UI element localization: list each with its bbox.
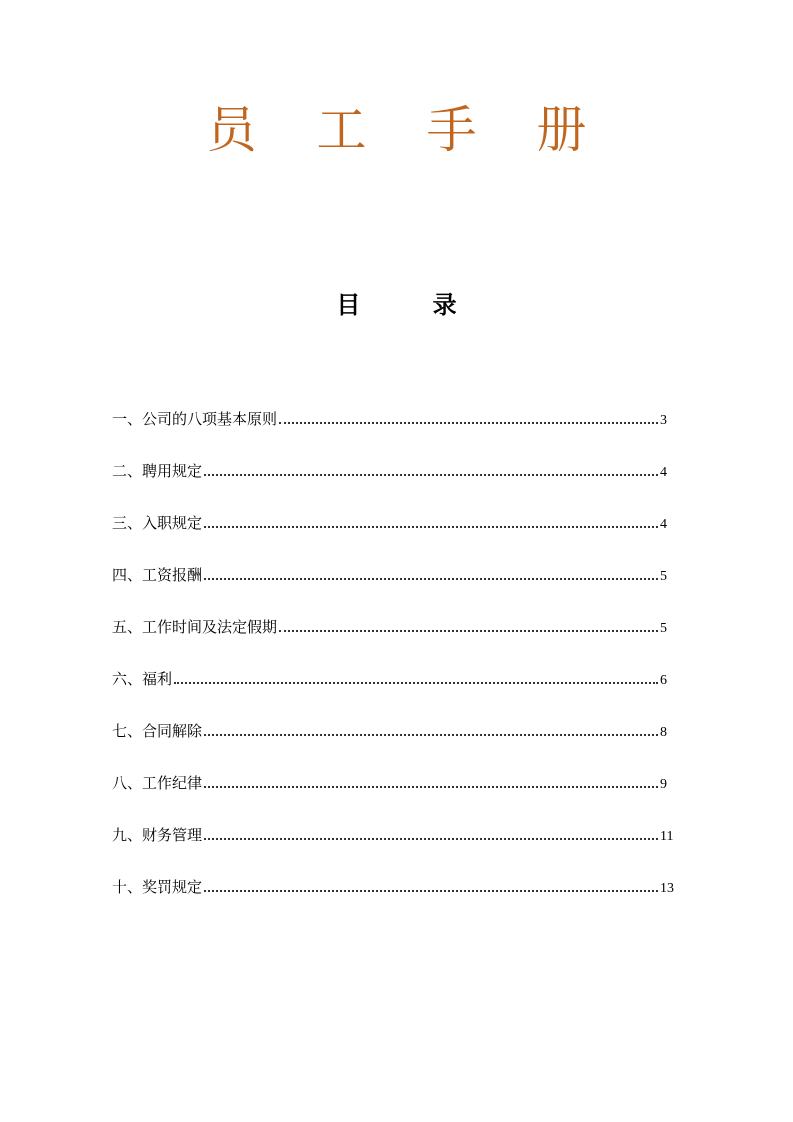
toc-entry-page: 5 — [660, 569, 667, 584]
toc-dot-leader — [204, 474, 658, 476]
toc-entry-page: 8 — [660, 725, 667, 740]
toc-entry-page: 6 — [660, 673, 667, 688]
toc-dot-leader — [204, 734, 658, 736]
toc-entry-label: 一、公司的八项基本原则 — [112, 410, 278, 428]
toc-entry[interactable] — [112, 876, 674, 928]
toc-dot-leader — [204, 578, 658, 580]
toc-entry-page: 11 — [660, 829, 674, 844]
toc-dot-leader — [279, 630, 658, 632]
toc-entry-page: 5 — [660, 621, 667, 636]
toc-entry[interactable] — [112, 408, 674, 460]
toc-entry-label: 六、福利 — [112, 670, 173, 688]
toc-heading: 目 录 — [336, 291, 489, 319]
toc-entry-label: 三、入职规定 — [112, 514, 203, 532]
toc-entry[interactable] — [112, 460, 674, 512]
toc-entry-page: 13 — [660, 881, 674, 896]
toc-entry-label: 五、工作时间及法定假期 — [112, 618, 278, 636]
toc-dot-leader — [279, 422, 658, 424]
toc-entry-label: 二、聘用规定 — [112, 462, 203, 480]
toc-entry[interactable] — [112, 824, 674, 876]
document-title: 员 工 手 册 — [206, 101, 609, 159]
toc-entry[interactable] — [112, 512, 674, 564]
toc-dot-leader — [204, 786, 658, 788]
toc-entry[interactable] — [112, 564, 674, 616]
toc-dot-leader — [204, 838, 658, 840]
toc-entry[interactable] — [112, 668, 674, 720]
toc-entry[interactable] — [112, 720, 674, 772]
toc-entry-label: 四、工资报酬 — [112, 566, 203, 584]
toc-dot-leader — [204, 526, 658, 528]
toc-dot-leader — [204, 890, 658, 892]
toc-entry-page: 4 — [660, 517, 667, 532]
toc-entry[interactable] — [112, 616, 674, 668]
toc-entry-label: 九、财务管理 — [112, 826, 203, 844]
table-of-contents — [112, 408, 674, 928]
toc-entry-page: 3 — [660, 413, 667, 428]
toc-entry-label: 七、合同解除 — [112, 722, 203, 740]
toc-entry-label: 十、奖罚规定 — [112, 878, 203, 896]
toc-entry-page: 9 — [660, 777, 667, 792]
toc-entry[interactable] — [112, 772, 674, 824]
toc-dot-leader — [174, 682, 658, 684]
toc-entry-label: 八、工作纪律 — [112, 774, 203, 792]
toc-entry-page: 4 — [660, 465, 667, 480]
